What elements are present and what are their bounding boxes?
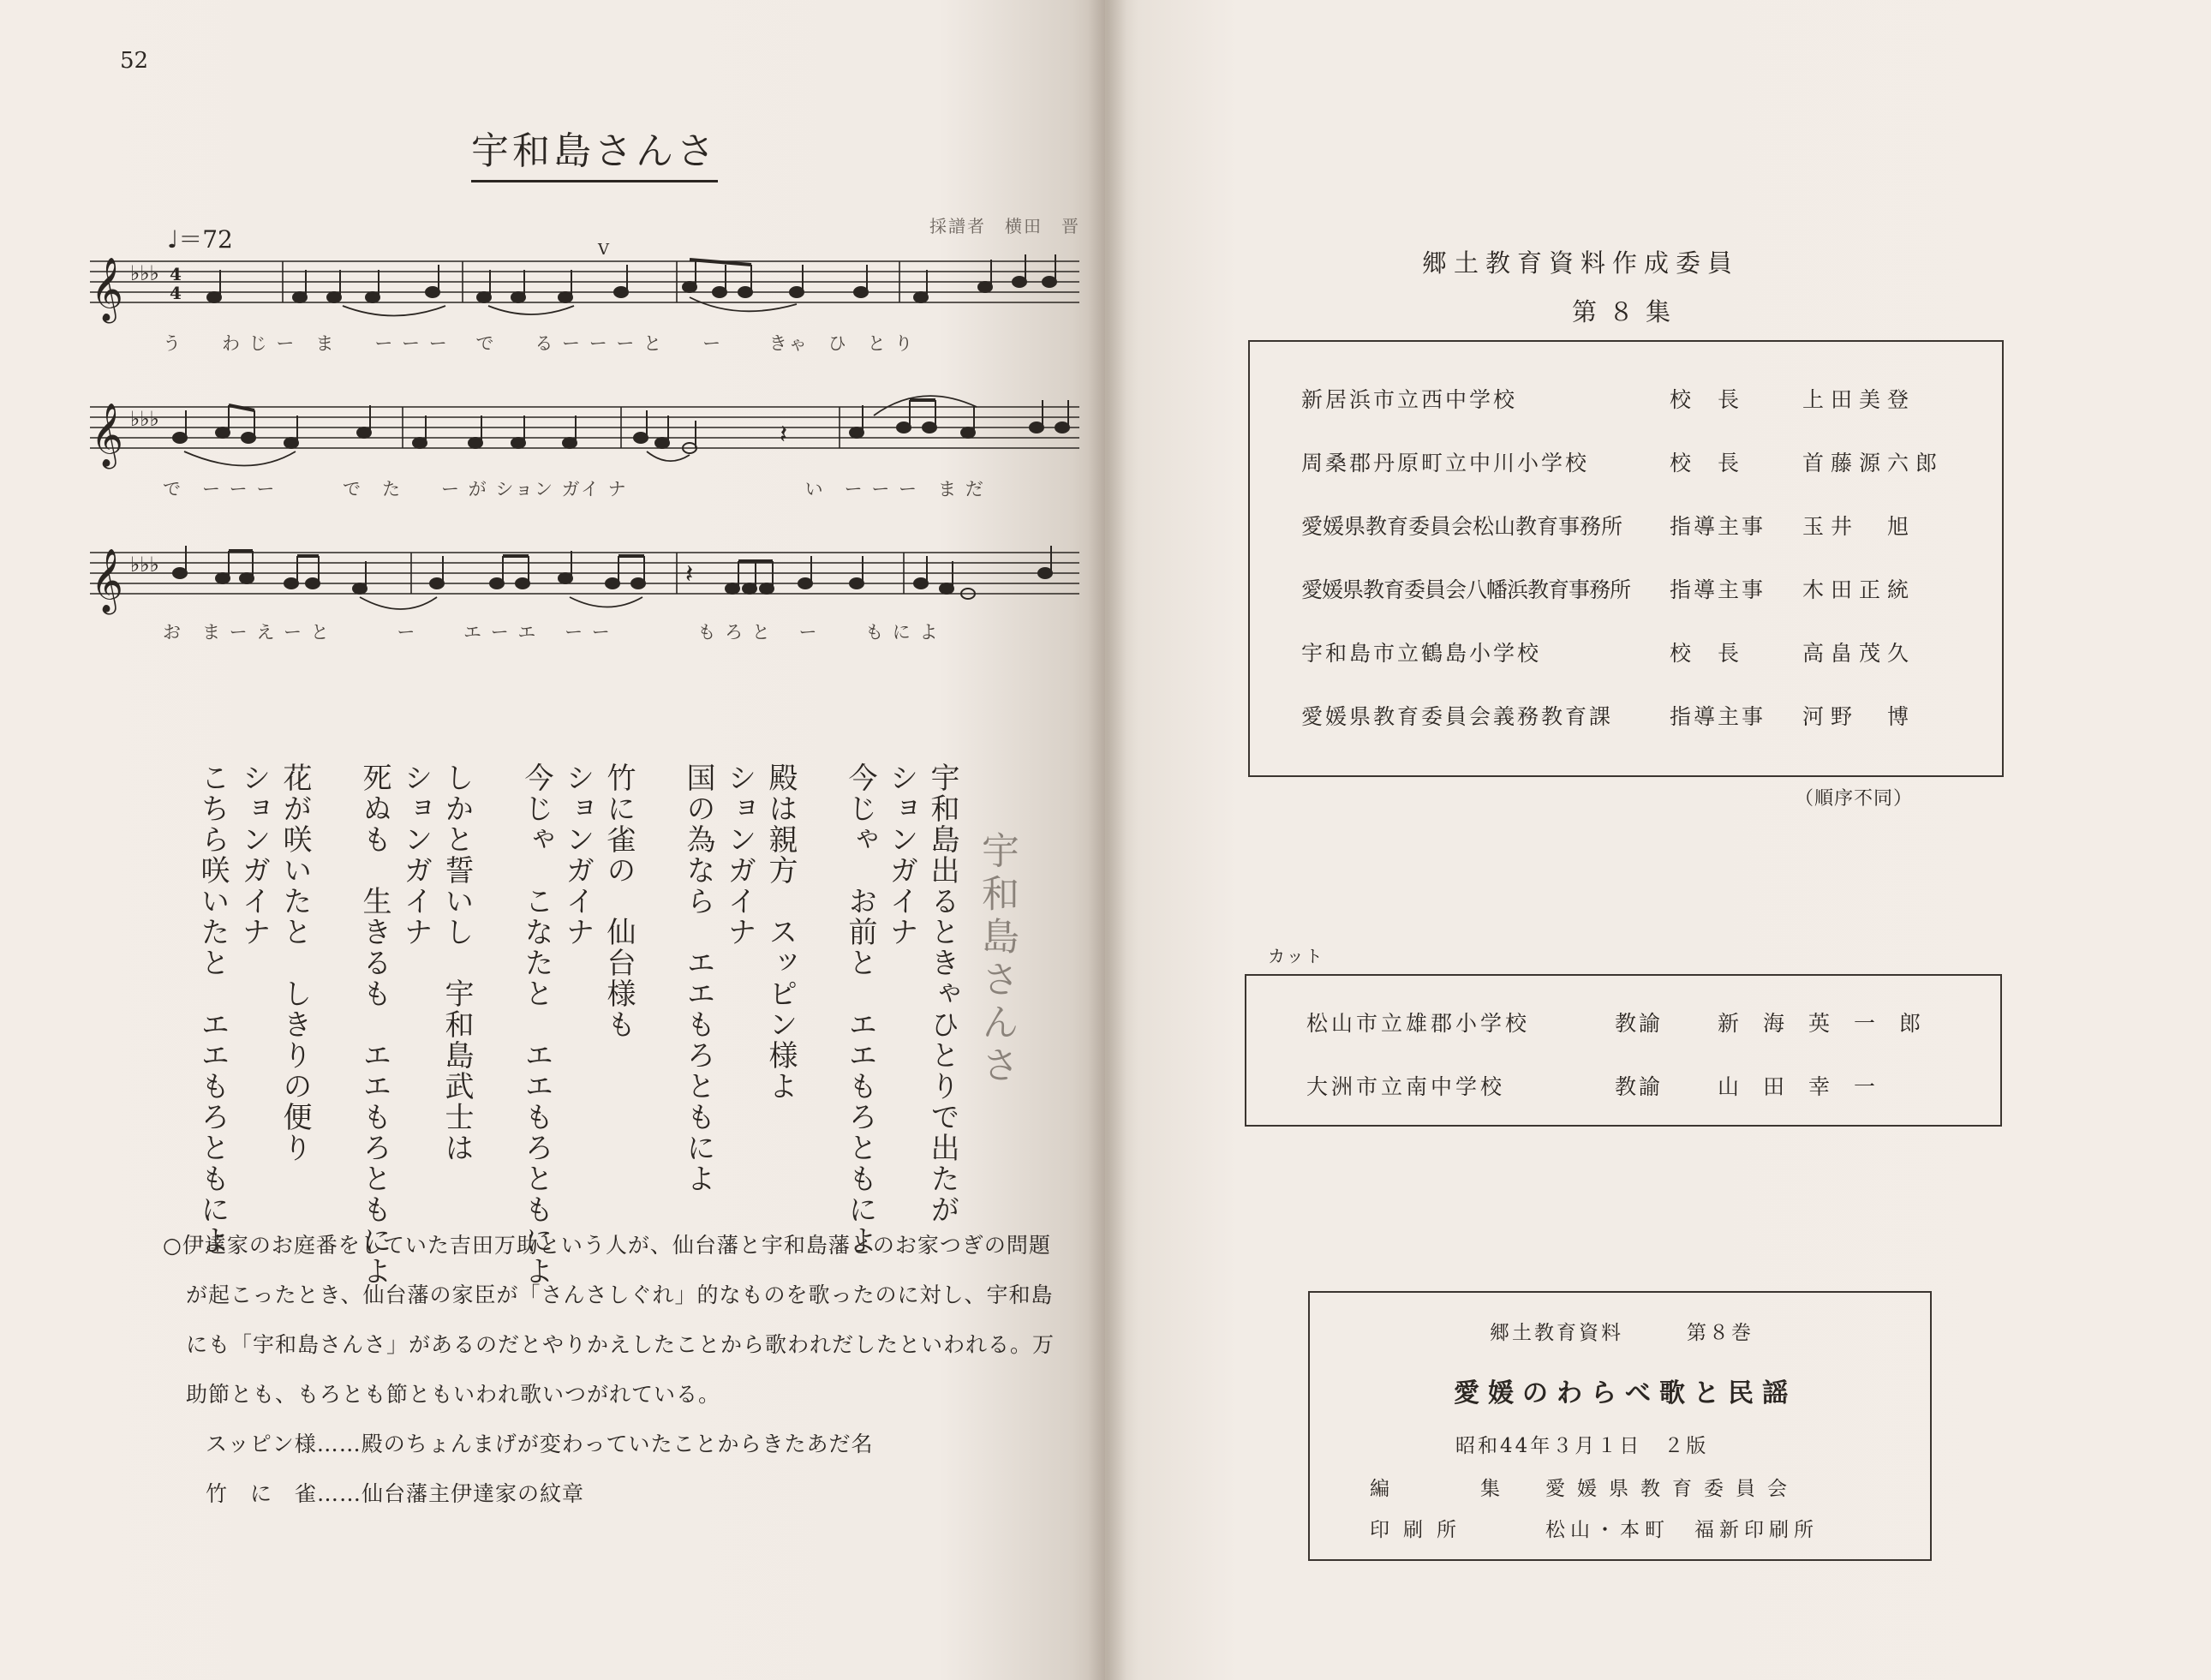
illustrator-row: [1306, 1007, 1975, 1037]
illustrator-row: [1306, 1070, 1975, 1101]
member-name: 高畠茂久: [1802, 641, 1916, 666]
colophon-editor: 愛媛県教育委員会: [1545, 1478, 1799, 1500]
committee-title: 郷土教育資料作成委員: [1422, 248, 1740, 278]
member-position: 校 長: [1670, 451, 1742, 475]
svg-text:♭♭♭: ♭♭♭: [130, 261, 159, 285]
svg-text:𝄞: 𝄞: [91, 404, 123, 467]
member-org: 宇和島市立鶴島小学校: [1301, 641, 1542, 666]
member-row: [1301, 700, 1957, 731]
committee-volume: 第８集: [1572, 297, 1683, 326]
member-name: 首藤源六郎: [1802, 451, 1945, 475]
member-row: [1301, 637, 1957, 667]
illustrator-position: 教諭: [1615, 1074, 1664, 1099]
illustrator-org: 松山市立雄郡小学校: [1306, 1011, 1531, 1036]
transcriber-credit: 採譜者 横田 晋: [929, 216, 1080, 236]
svg-text:♭♭♭: ♭♭♭: [130, 407, 159, 431]
member-name: 玉井 旭: [1802, 514, 1916, 539]
note-line: ○伊達家のお庭番をしていた吉田万助という人が、仙台藩と宇和島藩とのお家つぎの問題: [163, 1233, 1051, 1258]
colophon-series: 郷土教育資料: [1490, 1322, 1623, 1344]
svg-text:𝄞: 𝄞: [91, 258, 123, 321]
song-title: 宇和島さんさ: [471, 120, 718, 182]
explanatory-notes: [163, 1221, 1055, 1519]
member-row: [1301, 383, 1957, 414]
gloss-line: 竹 に 雀……仙台藩主伊達家の紋章: [206, 1481, 585, 1506]
note-line: 助節とも、もろとも節ともいわれ歌いつがれている。: [186, 1382, 721, 1407]
committee-members-box: [1248, 340, 2004, 777]
colophon-editor-label: 編 集: [1370, 1478, 1517, 1500]
illustrator-position: 教諭: [1615, 1011, 1664, 1036]
verse-heading: 宇和島さんさ: [975, 831, 1019, 1088]
lyrics-line-3: お ま ー え ー と ー エ ー エ ー ー も ろ と ー も に よ: [163, 622, 940, 643]
member-row: [1301, 573, 1957, 604]
svg-text:𝄽: 𝄽: [780, 420, 788, 450]
verse-line: 死ぬも 生きるも エエもろともによ: [357, 762, 391, 1287]
verse-line: 竹に雀の 仙台様も: [601, 762, 636, 1040]
colophon-printer: 松山・本町 福新印刷所: [1545, 1519, 1819, 1541]
verse-line: こちら咲いたと エエもろともによ: [195, 762, 230, 1256]
verse-line: しかと誓いし 宇和島武士は: [439, 762, 474, 1163]
svg-text:♭♭♭: ♭♭♭: [130, 553, 159, 577]
svg-text:4: 4: [170, 283, 182, 303]
member-org: 愛媛県教育委員会松山教育事務所: [1301, 514, 1623, 539]
member-position: 校 長: [1670, 387, 1742, 412]
member-position: 指導主事: [1670, 514, 1766, 539]
member-position: 指導主事: [1670, 704, 1766, 729]
lyrics-line-1: う わ じ ー ま ー ー ー で る ー ー ー と ー きゃ ひ と り: [163, 333, 915, 354]
member-name: 木田正統: [1802, 577, 1916, 602]
member-org: 周桑郡丹原町立中川小学校: [1301, 451, 1590, 475]
verse-line: 宇和島出るときゃひとりで出たが: [925, 762, 959, 1225]
book-gutter: [1088, 0, 1126, 1680]
verse-line: ションガイナ: [722, 762, 756, 948]
svg-text:V: V: [598, 241, 609, 259]
svg-text:𝄽: 𝄽: [685, 559, 694, 589]
verse-line: ションガイナ: [884, 762, 918, 948]
member-position: 指導主事: [1670, 577, 1766, 602]
tempo-marking: ♩＝72: [167, 225, 233, 254]
illustrator-name: 新海英一郎: [1718, 1011, 1945, 1036]
illustrator-name: 山田幸一: [1718, 1074, 1900, 1099]
member-org: 新居浜市立西中学校: [1301, 387, 1518, 412]
member-position: 校 長: [1670, 641, 1742, 666]
cut-label: カット: [1268, 946, 1324, 966]
verse-line: 今じゃ お前と エエもろともによ: [843, 762, 877, 1256]
verse-line: ションガイナ: [398, 762, 433, 948]
member-name: 河野 博: [1802, 704, 1916, 729]
colophon-box: [1308, 1291, 1932, 1561]
verse-line: 国の為なら エエもろともによ: [681, 762, 715, 1194]
note-line: にも「宇和島さんさ」があるのだとやりかえしたことから歌われだしたといわれる。万: [186, 1332, 1055, 1357]
verse-line: ションガイナ: [560, 762, 595, 948]
colophon-title: 愛媛のわらべ歌と民謡: [1454, 1378, 1796, 1408]
svg-text:𝄞: 𝄞: [91, 549, 123, 613]
verse-line: 花が咲いたと しきりの便り: [278, 762, 312, 1163]
member-row: [1301, 446, 1957, 477]
note-line: が起こったとき、仙台藩の家臣が「さんさしぐれ」的なものを歌ったのに対し、宇和島: [186, 1282, 1054, 1307]
verse-line: ションガイナ: [236, 762, 271, 948]
colophon-edition: 昭和44年３月１日 ２版: [1455, 1435, 1709, 1457]
verse-line: 殿は親方 スッピン様よ: [763, 762, 798, 1102]
gloss-line: スッピン様……殿のちょんまげが変わっていたことからきたあだ名: [206, 1432, 874, 1456]
colophon-printer-label: 印刷所: [1370, 1519, 1470, 1541]
left-page: [0, 0, 1105, 1680]
order-note: （順序不同）: [1795, 788, 1914, 810]
lyrics-line-2: で ー ー ー で た ー が ション ガイ ナ い ー ー ー ま だ: [163, 479, 985, 499]
member-row: [1301, 510, 1957, 541]
member-name: 上田美登: [1802, 387, 1916, 412]
member-org: 愛媛県教育委員会義務教育課: [1301, 704, 1614, 729]
verse-line: 今じゃ こなたと エエもろともによ: [519, 762, 553, 1287]
illustrators-box: [1245, 974, 2002, 1127]
member-org: 愛媛県教育委員会八幡浜教育事務所: [1301, 577, 1631, 602]
illustrator-org: 大洲市立南中学校: [1306, 1074, 1506, 1099]
colophon-volume: 第８巻: [1687, 1322, 1754, 1344]
page-number: 52: [120, 48, 149, 74]
svg-text:4: 4: [170, 264, 182, 284]
